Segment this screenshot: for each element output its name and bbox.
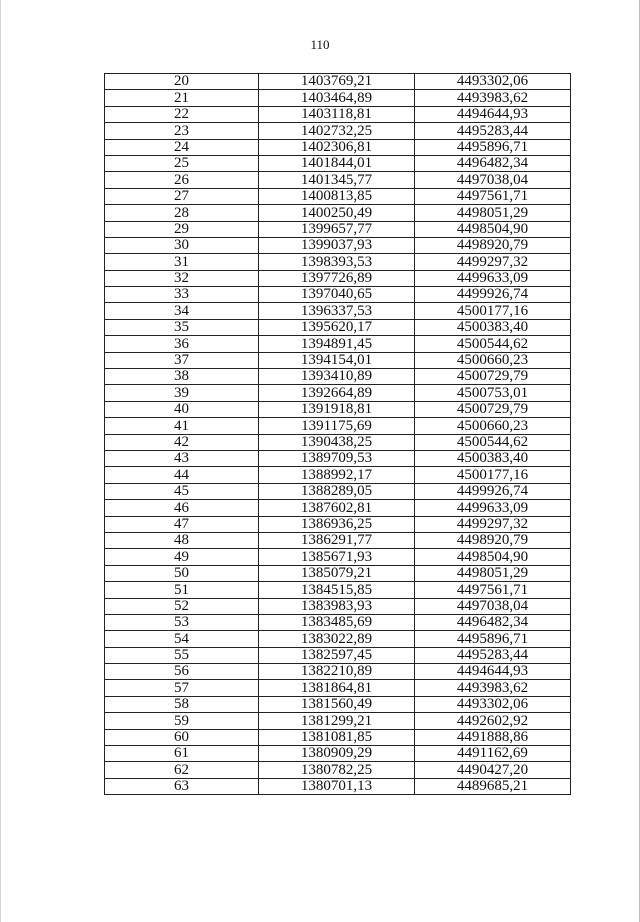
y-coordinate-cell: 4499926,74 bbox=[415, 287, 571, 303]
table-row bbox=[105, 385, 571, 401]
point-number-cell: 23 bbox=[105, 123, 259, 139]
point-number-cell: 26 bbox=[105, 172, 259, 188]
table-row bbox=[105, 352, 571, 368]
table-row bbox=[105, 418, 571, 434]
x-coordinate-cell: 1380701,13 bbox=[259, 778, 415, 794]
x-coordinate-cell: 1397726,89 bbox=[259, 270, 415, 286]
y-coordinate-cell: 4498504,90 bbox=[415, 221, 571, 237]
y-coordinate-cell: 4500383,40 bbox=[415, 450, 571, 466]
y-coordinate-cell: 4493302,06 bbox=[415, 74, 571, 90]
y-coordinate-cell: 4499297,32 bbox=[415, 516, 571, 532]
point-number-cell: 63 bbox=[105, 778, 259, 794]
y-coordinate-cell: 4498920,79 bbox=[415, 532, 571, 548]
point-number-cell: 24 bbox=[105, 139, 259, 155]
y-coordinate-cell: 4495283,44 bbox=[415, 647, 571, 663]
x-coordinate-cell: 1383983,93 bbox=[259, 598, 415, 614]
x-coordinate-cell: 1401345,77 bbox=[259, 172, 415, 188]
point-number-cell: 32 bbox=[105, 270, 259, 286]
table-row bbox=[105, 434, 571, 450]
point-number-cell: 20 bbox=[105, 74, 259, 90]
y-coordinate-cell: 4500383,40 bbox=[415, 319, 571, 335]
point-number-cell: 51 bbox=[105, 582, 259, 598]
table-row bbox=[105, 106, 571, 122]
point-number-cell: 48 bbox=[105, 532, 259, 548]
y-coordinate-cell: 4500753,01 bbox=[415, 385, 571, 401]
y-coordinate-cell: 4493983,62 bbox=[415, 90, 571, 106]
table-row bbox=[105, 614, 571, 630]
y-coordinate-cell: 4492602,92 bbox=[415, 713, 571, 729]
table-row bbox=[105, 516, 571, 532]
table-row bbox=[105, 155, 571, 171]
point-number-cell: 49 bbox=[105, 549, 259, 565]
point-number-cell: 31 bbox=[105, 254, 259, 270]
point-number-cell: 47 bbox=[105, 516, 259, 532]
y-coordinate-cell: 4497561,71 bbox=[415, 582, 571, 598]
x-coordinate-cell: 1387602,81 bbox=[259, 500, 415, 516]
table-row bbox=[105, 287, 571, 303]
x-coordinate-cell: 1399037,93 bbox=[259, 237, 415, 253]
x-coordinate-cell: 1382210,89 bbox=[259, 664, 415, 680]
x-coordinate-cell: 1390438,25 bbox=[259, 434, 415, 450]
point-number-cell: 41 bbox=[105, 418, 259, 434]
x-coordinate-cell: 1395620,17 bbox=[259, 319, 415, 335]
y-coordinate-cell: 4496482,34 bbox=[415, 614, 571, 630]
y-coordinate-cell: 4499633,09 bbox=[415, 270, 571, 286]
point-number-cell: 33 bbox=[105, 287, 259, 303]
point-number-cell: 44 bbox=[105, 467, 259, 483]
x-coordinate-cell: 1392664,89 bbox=[259, 385, 415, 401]
point-number-cell: 53 bbox=[105, 614, 259, 630]
y-coordinate-cell: 4491888,86 bbox=[415, 729, 571, 745]
x-coordinate-cell: 1382597,45 bbox=[259, 647, 415, 663]
point-number-cell: 42 bbox=[105, 434, 259, 450]
x-coordinate-cell: 1388289,05 bbox=[259, 483, 415, 499]
point-number-cell: 40 bbox=[105, 401, 259, 417]
coordinates-table-body bbox=[105, 74, 571, 795]
point-number-cell: 61 bbox=[105, 746, 259, 762]
table-row bbox=[105, 205, 571, 221]
table-row bbox=[105, 467, 571, 483]
y-coordinate-cell: 4500729,79 bbox=[415, 369, 571, 385]
table-row bbox=[105, 664, 571, 680]
y-coordinate-cell: 4499633,09 bbox=[415, 500, 571, 516]
point-number-cell: 58 bbox=[105, 696, 259, 712]
point-number-cell: 36 bbox=[105, 336, 259, 352]
table-row bbox=[105, 172, 571, 188]
x-coordinate-cell: 1381560,49 bbox=[259, 696, 415, 712]
x-coordinate-cell: 1400250,49 bbox=[259, 205, 415, 221]
point-number-cell: 43 bbox=[105, 450, 259, 466]
x-coordinate-cell: 1380782,25 bbox=[259, 762, 415, 778]
table-row bbox=[105, 139, 571, 155]
y-coordinate-cell: 4493983,62 bbox=[415, 680, 571, 696]
table-row bbox=[105, 319, 571, 335]
table-row bbox=[105, 746, 571, 762]
x-coordinate-cell: 1380909,29 bbox=[259, 746, 415, 762]
x-coordinate-cell: 1397040,65 bbox=[259, 287, 415, 303]
y-coordinate-cell: 4493302,06 bbox=[415, 696, 571, 712]
point-number-cell: 25 bbox=[105, 155, 259, 171]
point-number-cell: 38 bbox=[105, 369, 259, 385]
x-coordinate-cell: 1403464,89 bbox=[259, 90, 415, 106]
point-number-cell: 54 bbox=[105, 631, 259, 647]
table-row bbox=[105, 778, 571, 794]
y-coordinate-cell: 4500544,62 bbox=[415, 434, 571, 450]
table-row bbox=[105, 369, 571, 385]
x-coordinate-cell: 1402732,25 bbox=[259, 123, 415, 139]
y-coordinate-cell: 4500660,23 bbox=[415, 418, 571, 434]
y-coordinate-cell: 4498051,29 bbox=[415, 565, 571, 581]
y-coordinate-cell: 4500177,16 bbox=[415, 467, 571, 483]
x-coordinate-cell: 1385671,93 bbox=[259, 549, 415, 565]
x-coordinate-cell: 1393410,89 bbox=[259, 369, 415, 385]
y-coordinate-cell: 4497038,04 bbox=[415, 172, 571, 188]
x-coordinate-cell: 1403118,81 bbox=[259, 106, 415, 122]
page-number: 110 bbox=[310, 37, 330, 52]
y-coordinate-cell: 4498504,90 bbox=[415, 549, 571, 565]
table-row bbox=[105, 401, 571, 417]
y-coordinate-cell: 4495283,44 bbox=[415, 123, 571, 139]
x-coordinate-cell: 1401844,01 bbox=[259, 155, 415, 171]
y-coordinate-cell: 4500660,23 bbox=[415, 352, 571, 368]
point-number-cell: 29 bbox=[105, 221, 259, 237]
table-row bbox=[105, 336, 571, 352]
y-coordinate-cell: 4497038,04 bbox=[415, 598, 571, 614]
x-coordinate-cell: 1386936,25 bbox=[259, 516, 415, 532]
y-coordinate-cell: 4495896,71 bbox=[415, 139, 571, 155]
table-row bbox=[105, 483, 571, 499]
y-coordinate-cell: 4498920,79 bbox=[415, 237, 571, 253]
x-coordinate-cell: 1402306,81 bbox=[259, 139, 415, 155]
coordinates-table bbox=[104, 73, 571, 795]
point-number-cell: 50 bbox=[105, 565, 259, 581]
y-coordinate-cell: 4498051,29 bbox=[415, 205, 571, 221]
table-row bbox=[105, 303, 571, 319]
point-number-cell: 21 bbox=[105, 90, 259, 106]
table-row bbox=[105, 500, 571, 516]
x-coordinate-cell: 1400813,85 bbox=[259, 188, 415, 204]
x-coordinate-cell: 1399657,77 bbox=[259, 221, 415, 237]
table-row bbox=[105, 74, 571, 90]
y-coordinate-cell: 4497561,71 bbox=[415, 188, 571, 204]
table-row bbox=[105, 680, 571, 696]
table-row bbox=[105, 188, 571, 204]
point-number-cell: 46 bbox=[105, 500, 259, 516]
x-coordinate-cell: 1391918,81 bbox=[259, 401, 415, 417]
x-coordinate-cell: 1403769,21 bbox=[259, 74, 415, 90]
x-coordinate-cell: 1385079,21 bbox=[259, 565, 415, 581]
table-row bbox=[105, 450, 571, 466]
table-row bbox=[105, 762, 571, 778]
point-number-cell: 55 bbox=[105, 647, 259, 663]
x-coordinate-cell: 1394891,45 bbox=[259, 336, 415, 352]
table-row bbox=[105, 696, 571, 712]
y-coordinate-cell: 4496482,34 bbox=[415, 155, 571, 171]
x-coordinate-cell: 1388992,17 bbox=[259, 467, 415, 483]
table-row bbox=[105, 237, 571, 253]
table-row bbox=[105, 90, 571, 106]
point-number-cell: 30 bbox=[105, 237, 259, 253]
x-coordinate-cell: 1394154,01 bbox=[259, 352, 415, 368]
point-number-cell: 57 bbox=[105, 680, 259, 696]
y-coordinate-cell: 4500729,79 bbox=[415, 401, 571, 417]
table-row bbox=[105, 713, 571, 729]
x-coordinate-cell: 1398393,53 bbox=[259, 254, 415, 270]
y-coordinate-cell: 4489685,21 bbox=[415, 778, 571, 794]
x-coordinate-cell: 1383022,89 bbox=[259, 631, 415, 647]
y-coordinate-cell: 4499926,74 bbox=[415, 483, 571, 499]
y-coordinate-cell: 4494644,93 bbox=[415, 664, 571, 680]
x-coordinate-cell: 1384515,85 bbox=[259, 582, 415, 598]
point-number-cell: 60 bbox=[105, 729, 259, 745]
x-coordinate-cell: 1381299,21 bbox=[259, 713, 415, 729]
point-number-cell: 27 bbox=[105, 188, 259, 204]
x-coordinate-cell: 1386291,77 bbox=[259, 532, 415, 548]
table-row bbox=[105, 565, 571, 581]
point-number-cell: 28 bbox=[105, 205, 259, 221]
point-number-cell: 22 bbox=[105, 106, 259, 122]
point-number-cell: 56 bbox=[105, 664, 259, 680]
x-coordinate-cell: 1381081,85 bbox=[259, 729, 415, 745]
table-row bbox=[105, 631, 571, 647]
table-row bbox=[105, 598, 571, 614]
point-number-cell: 37 bbox=[105, 352, 259, 368]
y-coordinate-cell: 4500177,16 bbox=[415, 303, 571, 319]
table-row bbox=[105, 549, 571, 565]
point-number-cell: 35 bbox=[105, 319, 259, 335]
x-coordinate-cell: 1381864,81 bbox=[259, 680, 415, 696]
table-row bbox=[105, 254, 571, 270]
y-coordinate-cell: 4490427,20 bbox=[415, 762, 571, 778]
x-coordinate-cell: 1396337,53 bbox=[259, 303, 415, 319]
table-row bbox=[105, 532, 571, 548]
table-row bbox=[105, 270, 571, 286]
table-row bbox=[105, 123, 571, 139]
y-coordinate-cell: 4499297,32 bbox=[415, 254, 571, 270]
point-number-cell: 45 bbox=[105, 483, 259, 499]
y-coordinate-cell: 4494644,93 bbox=[415, 106, 571, 122]
y-coordinate-cell: 4500544,62 bbox=[415, 336, 571, 352]
table-row bbox=[105, 647, 571, 663]
x-coordinate-cell: 1391175,69 bbox=[259, 418, 415, 434]
table-row bbox=[105, 221, 571, 237]
table-row bbox=[105, 729, 571, 745]
point-number-cell: 39 bbox=[105, 385, 259, 401]
point-number-cell: 59 bbox=[105, 713, 259, 729]
y-coordinate-cell: 4495896,71 bbox=[415, 631, 571, 647]
y-coordinate-cell: 4491162,69 bbox=[415, 746, 571, 762]
x-coordinate-cell: 1383485,69 bbox=[259, 614, 415, 630]
point-number-cell: 34 bbox=[105, 303, 259, 319]
point-number-cell: 52 bbox=[105, 598, 259, 614]
x-coordinate-cell: 1389709,53 bbox=[259, 450, 415, 466]
table-row bbox=[105, 582, 571, 598]
point-number-cell: 62 bbox=[105, 762, 259, 778]
